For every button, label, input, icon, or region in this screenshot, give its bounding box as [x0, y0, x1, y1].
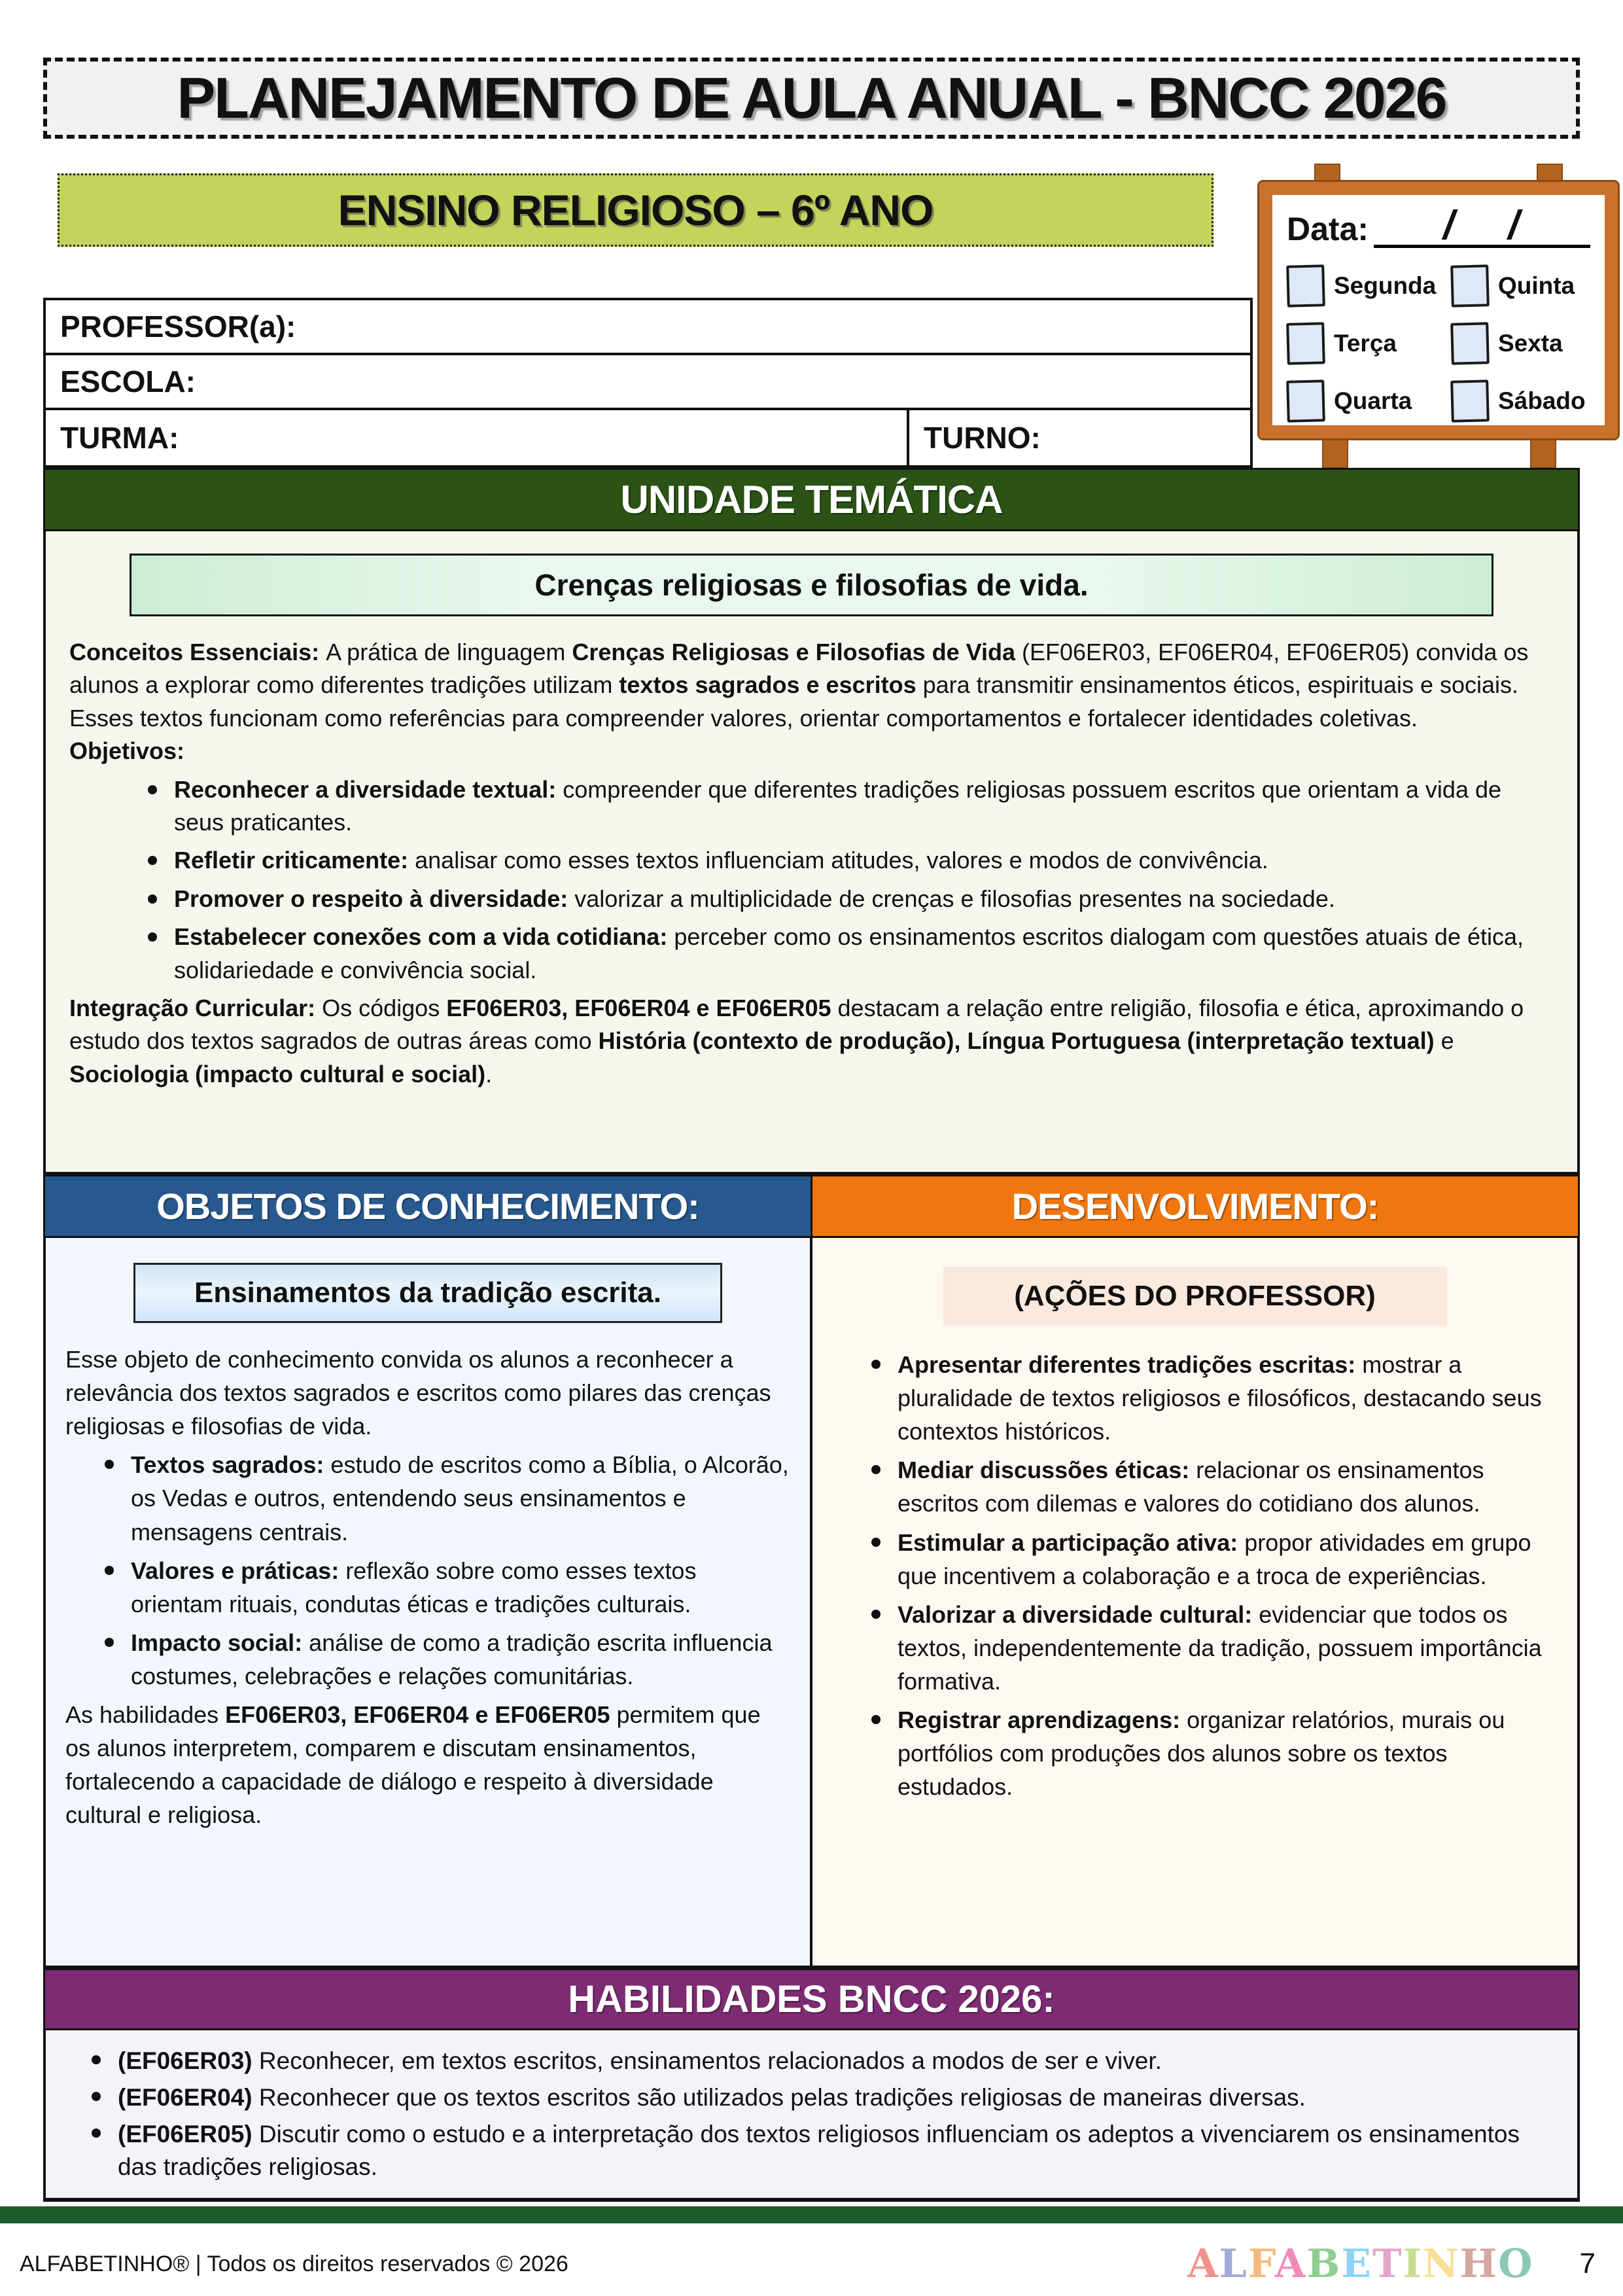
objetos-title: OBJETOS DE CONHECIMENTO:	[156, 1186, 699, 1227]
logo-letter: F	[1248, 2241, 1275, 2287]
list-item	[871, 1453, 1558, 1520]
acoes-professor-text: (AÇÕES DO PROFESSOR)	[1014, 1280, 1376, 1312]
list-item-text: Estimular a participação ativa: propor atividades em grupo que incentivem a colaboração e a troca de experiências.	[898, 1528, 1531, 1589]
objetivos-label: Objetivos:	[69, 737, 185, 765]
unidade-tematica-header	[43, 468, 1580, 531]
conceitos-paragraph: Conceitos Essenciais: A prática de linguagem Crenças Religiosas e Filosofias de Vida (EF06ER03, EF06ER04, EF06ER05) convida os alunos a explorar como diferentes tradições utilizam textos sagrados e escritos para transmitir ensinamentos éticos, espirituais e sociais. Esses textos funcionam como referências para compreender valores, orientar comportamentos e fortalecer identidades coletivas.	[69, 639, 1529, 732]
day-label: Terça	[1334, 330, 1397, 357]
logo-letter: A	[1187, 2241, 1219, 2287]
list-item	[105, 1554, 790, 1621]
day-item-quarta	[1287, 380, 1447, 422]
list-item-text: (EF06ER03) Reconhecer, em textos escritos, ensinamentos relacionados a modos de ser e viver.	[118, 2047, 1162, 2074]
habilidades-title: HABILIDADES BNCC 2026:	[568, 1978, 1055, 2021]
checkbox-icon[interactable]	[1286, 322, 1325, 364]
copyright-text: ALFABETINHO® | Todos os direitos reservados © 2026	[20, 2251, 568, 2276]
desenvolvimento-body	[812, 1238, 1580, 1968]
theme-box-text: Crenças religiosas e filosofias de vida.	[534, 568, 1089, 602]
day-item-quinta	[1451, 265, 1590, 307]
logo-letter: O	[1498, 2241, 1534, 2287]
columns-section	[43, 1174, 1580, 1968]
objetos-column	[43, 1174, 812, 1968]
list-item	[871, 1526, 1558, 1593]
list-item-text: Promover o respeito à diversidade: valorizar a multiplicidade de crenças e filosofias presentes na sociedade.	[174, 885, 1335, 912]
bullet-icon	[92, 2092, 101, 2101]
logo-letter: T	[1372, 2241, 1403, 2287]
list-item-text: Estabelecer conexões com a vida cotidiana: perceber como os ensinamentos escritos dialogam com questões atuais de ética, solidariedade e convivência social.	[174, 923, 1524, 983]
list-item	[148, 921, 1554, 987]
objetos-topic-box	[133, 1263, 722, 1323]
bullet-icon	[148, 785, 157, 794]
objetos-intro: Esse objeto de conhecimento convida os alunos a reconhecer a relevância dos textos sagrados e escritos como pilares das crenças religiosas e filosofias de vida.	[65, 1346, 771, 1440]
turma-row	[46, 410, 1250, 465]
escola-input-area[interactable]	[196, 355, 1250, 408]
list-item-text: (EF06ER04) Reconhecer que os textos escritos são utilizados pelas tradições religiosas de maneiras diversas.	[118, 2083, 1306, 2111]
logo-letter: H	[1459, 2241, 1499, 2287]
footer	[20, 2241, 1603, 2287]
professor-row	[46, 300, 1250, 355]
checkbox-icon[interactable]	[1450, 322, 1490, 364]
list-item	[105, 1626, 790, 1693]
habilidades-header	[43, 1968, 1580, 2030]
habilidades-section	[43, 1968, 1580, 2202]
day-item-sexta	[1451, 323, 1590, 364]
desenvolvimento-title: DESENVOLVIMENTO:	[1011, 1186, 1379, 1227]
professor-label: PROFESSOR(a):	[60, 309, 296, 344]
list-item	[871, 1598, 1558, 1698]
unidade-tematica-title: UNIDADE TEMÁTICA	[620, 478, 1003, 521]
list-item	[92, 2118, 1551, 2183]
list-item	[871, 1703, 1558, 1803]
bullet-icon	[148, 932, 157, 942]
checkbox-icon[interactable]	[1450, 264, 1490, 307]
turno-input-area[interactable]	[1041, 410, 1253, 465]
page-number: 7	[1579, 2248, 1596, 2280]
date-row	[1287, 203, 1590, 248]
checkbox-icon[interactable]	[1450, 380, 1490, 422]
list-item	[148, 773, 1554, 839]
unidade-tematica-section	[43, 468, 1580, 1174]
day-label: Quarta	[1334, 387, 1412, 414]
list-item	[148, 883, 1554, 915]
desenvolvimento-list	[832, 1348, 1558, 1803]
subject-banner	[58, 173, 1213, 247]
subject-banner-text: ENSINO RELIGIOSO – 6º ANO	[338, 186, 934, 234]
logo-letter: B	[1306, 2241, 1342, 2287]
integracao-paragraph: Integração Curricular: Os códigos EF06ER03, EF06ER04 e EF06ER05 destacam a relação entre religião, filosofia e ética, aproximando o estudo dos textos sagrados de outras áreas como História (contexto de produção), Língua Portuguesa (interpretação textual) e Sociologia (impacto cultural e social).	[69, 994, 1524, 1087]
bullet-icon	[871, 1538, 881, 1547]
bullet-icon	[148, 894, 157, 904]
escola-label: ESCOLA:	[60, 364, 196, 398]
list-item-text: Valores e práticas: reflexão sobre como esses textos orientam rituais, condutas éticas e tradições culturais.	[131, 1557, 697, 1617]
bullet-icon	[871, 1715, 881, 1724]
list-item	[92, 2081, 1551, 2114]
list-item-text: Mediar discussões éticas: relacionar os ensinamentos escritos com dilemas e valores do cotidiano dos alunos.	[898, 1457, 1484, 1517]
day-label: Quinta	[1497, 272, 1575, 299]
unidade-tematica-body	[43, 531, 1580, 1174]
checkbox-icon[interactable]	[1286, 264, 1325, 307]
checkbox-icon[interactable]	[1286, 380, 1325, 422]
logo-letter: A	[1274, 2241, 1307, 2287]
date-label: Data:	[1287, 211, 1369, 247]
bullet-icon	[871, 1610, 881, 1619]
date-board	[1259, 164, 1618, 466]
turno-cell	[907, 410, 1253, 465]
bullet-icon	[105, 1566, 114, 1575]
acoes-professor-box	[943, 1267, 1447, 1326]
list-item-text: Registrar aprendizagens: organizar relatórios, murais ou portfólios com produções dos alunos sobre os textos estudados.	[898, 1706, 1505, 1801]
weekday-checklist	[1287, 265, 1590, 422]
bullet-icon	[148, 856, 157, 865]
bullet-icon	[92, 2055, 101, 2064]
date-slash-icon: /	[1508, 203, 1520, 248]
logo-letter: L	[1219, 2241, 1248, 2287]
turno-label: TURNO:	[924, 421, 1041, 455]
list-item	[148, 844, 1554, 877]
list-item-text: Impacto social: análise de como a tradição escrita influencia costumes, celebrações e relações comunitárias.	[131, 1629, 773, 1689]
alfabetinho-logo	[1187, 2241, 1533, 2287]
info-table	[43, 298, 1253, 468]
objetivos-list	[69, 773, 1554, 987]
day-label: Sexta	[1497, 330, 1563, 357]
theme-box	[130, 554, 1493, 616]
list-item	[871, 1348, 1558, 1448]
list-item-text: (EF06ER05) Discutir como o estudo e a interpretação dos textos religiosos influenciam os adeptos a vivenciarem os ensinamentos das tradições religiosas.	[118, 2120, 1520, 2180]
bullet-icon	[871, 1360, 881, 1369]
day-label: Segunda	[1334, 272, 1437, 299]
turma-label: TURMA:	[60, 421, 179, 455]
objetos-header	[43, 1174, 812, 1238]
day-item-terca	[1287, 323, 1447, 364]
footer-divider-bar	[0, 2206, 1623, 2223]
objetos-list	[65, 1448, 790, 1693]
list-item-text: Reconhecer a diversidade textual: compreender que diferentes tradições religiosas possuem escritos que orientam a vida de seus praticantes.	[174, 775, 1502, 836]
desenvolvimento-header	[812, 1174, 1580, 1238]
list-item	[105, 1448, 790, 1548]
logo-letter: I	[1403, 2241, 1423, 2287]
objetos-outro: As habilidades EF06ER03, EF06ER04 e EF06ER05 permitem que os alunos interpretem, comparem e discutam ensinamentos, fortalecendo a capacidade de diálogo e respeito à diversidade cultural e religiosa.	[65, 1701, 761, 1829]
list-item-text: Refletir criticamente: analisar como esses textos influenciam atitudes, valores e modos de convivência.	[174, 847, 1268, 874]
date-board-panel	[1259, 182, 1618, 438]
page-title	[43, 58, 1580, 139]
day-item-segunda	[1287, 265, 1447, 307]
list-item-text: Textos sagrados: estudo de escritos como a Bíblia, o Alcorão, os Vedas e outros, entendendo seus ensinamentos e mensagens centrais.	[131, 1451, 789, 1545]
objetos-body	[43, 1238, 812, 1968]
habilidades-body	[43, 2030, 1580, 2202]
logo-letter: E	[1341, 2241, 1372, 2287]
bullet-icon	[871, 1465, 881, 1474]
objetos-topic-text: Ensinamentos da tradição escrita.	[194, 1277, 662, 1309]
list-item-text: Apresentar diferentes tradições escritas: mostrar a pluralidade de textos religiosos e filosóficos, destacando seus contextos históricos.	[898, 1351, 1542, 1445]
professor-input-area[interactable]	[296, 300, 1250, 353]
list-item-text: Valorizar a diversidade cultural: evidenciar que todos os textos, independentemente da tradição, possuem importância formativa.	[898, 1600, 1542, 1695]
bullet-icon	[105, 1460, 114, 1469]
desenvolvimento-column	[812, 1174, 1580, 1968]
escola-row	[46, 355, 1250, 410]
date-slash-icon: /	[1442, 203, 1455, 248]
logo-letter: N	[1422, 2241, 1460, 2287]
bullet-icon	[92, 2128, 101, 2138]
page-title-text: PLANEJAMENTO DE AULA ANUAL - BNCC 2026	[177, 65, 1446, 130]
day-item-sabado	[1451, 380, 1590, 422]
date-input-area[interactable]	[1374, 203, 1590, 248]
bullet-icon	[105, 1638, 114, 1647]
list-item	[92, 2045, 1551, 2077]
day-label: Sábado	[1497, 387, 1586, 414]
